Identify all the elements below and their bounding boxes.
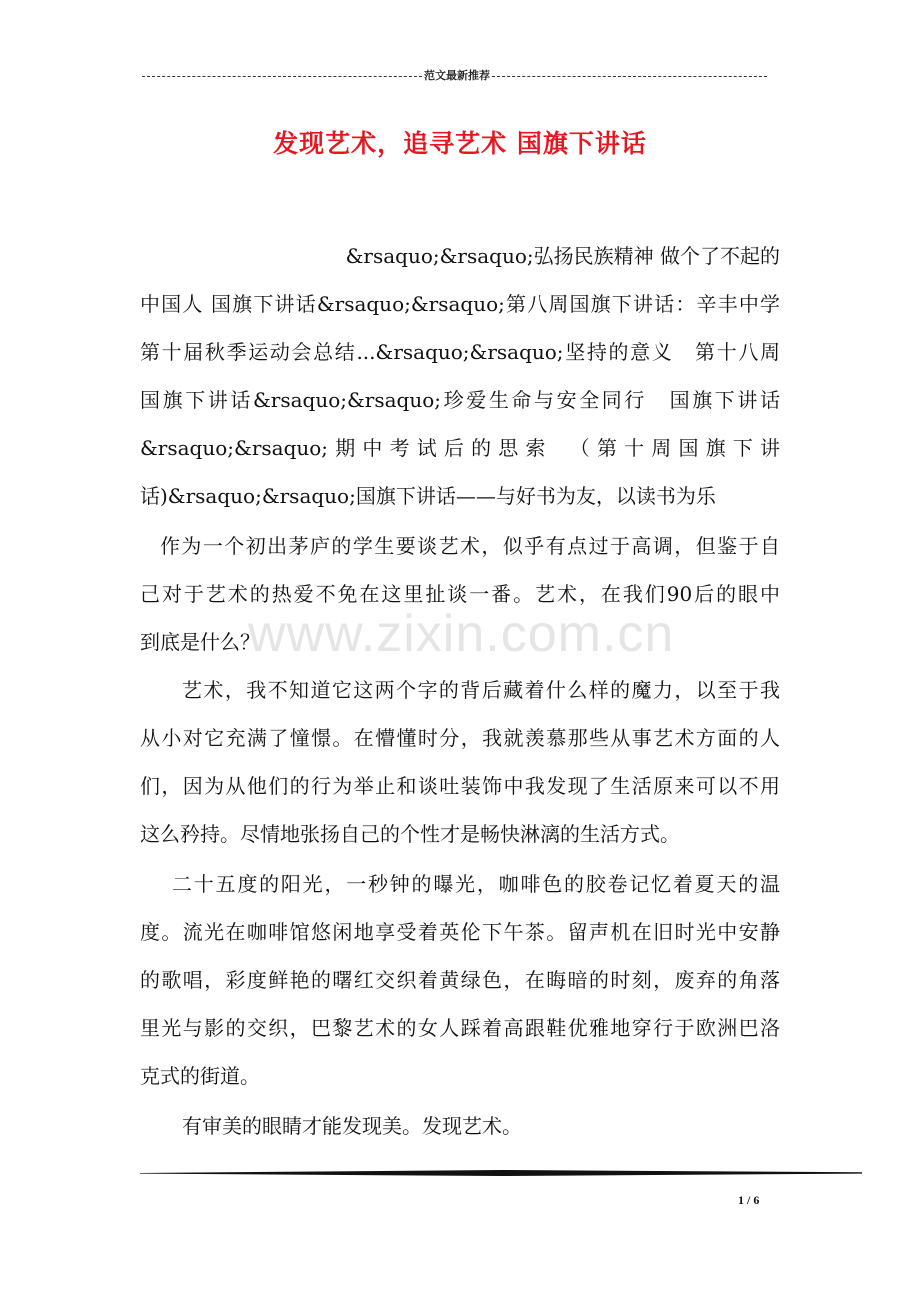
paragraph-line: 这么矜持。尽情地张扬自己的个性才是畅快淋漓的生活方式。 xyxy=(140,822,680,846)
paragraph-2 xyxy=(140,666,780,858)
paragraph-line: 里光与影的交织，巴黎艺术的女人踩着高跟鞋优雅地穿行于欧洲巴洛 xyxy=(140,1016,780,1040)
header-dash-left xyxy=(142,76,422,77)
page-number: 1 / 6 xyxy=(738,1193,760,1207)
paragraph-line: 度。流光在咖啡馆悠闲地享受着英伦下午茶。留声机在旧时光中安静 xyxy=(140,920,780,944)
paragraph-line: 作为一个初出茅庐的学生要谈艺术，似乎有点过于高调，但鉴于自 xyxy=(160,534,780,558)
paragraph-line: 有审美的眼睛才能发现美。发现艺术。 xyxy=(182,1114,522,1138)
paragraph-4 xyxy=(140,1102,780,1150)
header-banner xyxy=(140,67,768,83)
paragraph-line: 二十五度的阳光，一秒钟的曝光，咖啡色的胶卷记忆着夏天的温 xyxy=(172,872,780,896)
footer-divider xyxy=(140,1170,862,1176)
paragraph-line: 到底是什么？ xyxy=(140,630,260,654)
related-link-line[interactable]: &rsaquo;&rsaquo;弘扬民族精神 做个了不起的 xyxy=(345,244,780,268)
header-label: 范文最新推荐 xyxy=(424,70,490,82)
related-link-line[interactable]: &rsaquo;&rsaquo;期中考试后的思索 （第十周国旗下讲 xyxy=(140,436,780,460)
document-title: 发现艺术，追寻艺术 国旗下讲话 xyxy=(273,129,647,158)
paragraph-3 xyxy=(140,860,780,1100)
related-link-line[interactable]: 第十届秋季运动会总结...&rsaquo;&rsaquo;坚持的意义 第十八周 xyxy=(140,340,780,364)
paragraph-line: 们，因为从他们的行为举止和谈吐装饰中我发现了生活原来可以不用 xyxy=(140,774,780,798)
related-link-line[interactable]: 话)&rsaquo;&rsaquo;国旗下讲话——与好书为友，以读书为乐 xyxy=(140,484,716,508)
header-dash-right xyxy=(492,76,768,77)
paragraph-line: 己对于艺术的热爱不免在这里扯谈一番。艺术，在我们90后的眼中 xyxy=(140,582,780,606)
related-links-block xyxy=(140,232,780,520)
related-link-line[interactable]: 国旗下讲话&rsaquo;&rsaquo;珍爱生命与安全同行 国旗下讲话 xyxy=(140,388,780,412)
paragraph-line: 从小对它充满了憧憬。在懵懂时分，我就羡慕那些从事艺术方面的人 xyxy=(140,726,780,750)
related-link-line[interactable]: 中国人 国旗下讲话&rsaquo;&rsaquo;第八周国旗下讲话：辛丰中学 xyxy=(140,292,780,316)
paragraph-line: 克式的街道。 xyxy=(140,1064,260,1088)
paragraph-line: 艺术，我不知道它这两个字的背后藏着什么样的魔力，以至于我 xyxy=(182,678,780,702)
watermark: www.zixin.com.cn xyxy=(248,605,675,663)
paragraph-line: 的歌唱，彩度鲜艳的曙红交织着黄绿色，在晦暗的时刻，废弃的角落 xyxy=(140,968,780,992)
